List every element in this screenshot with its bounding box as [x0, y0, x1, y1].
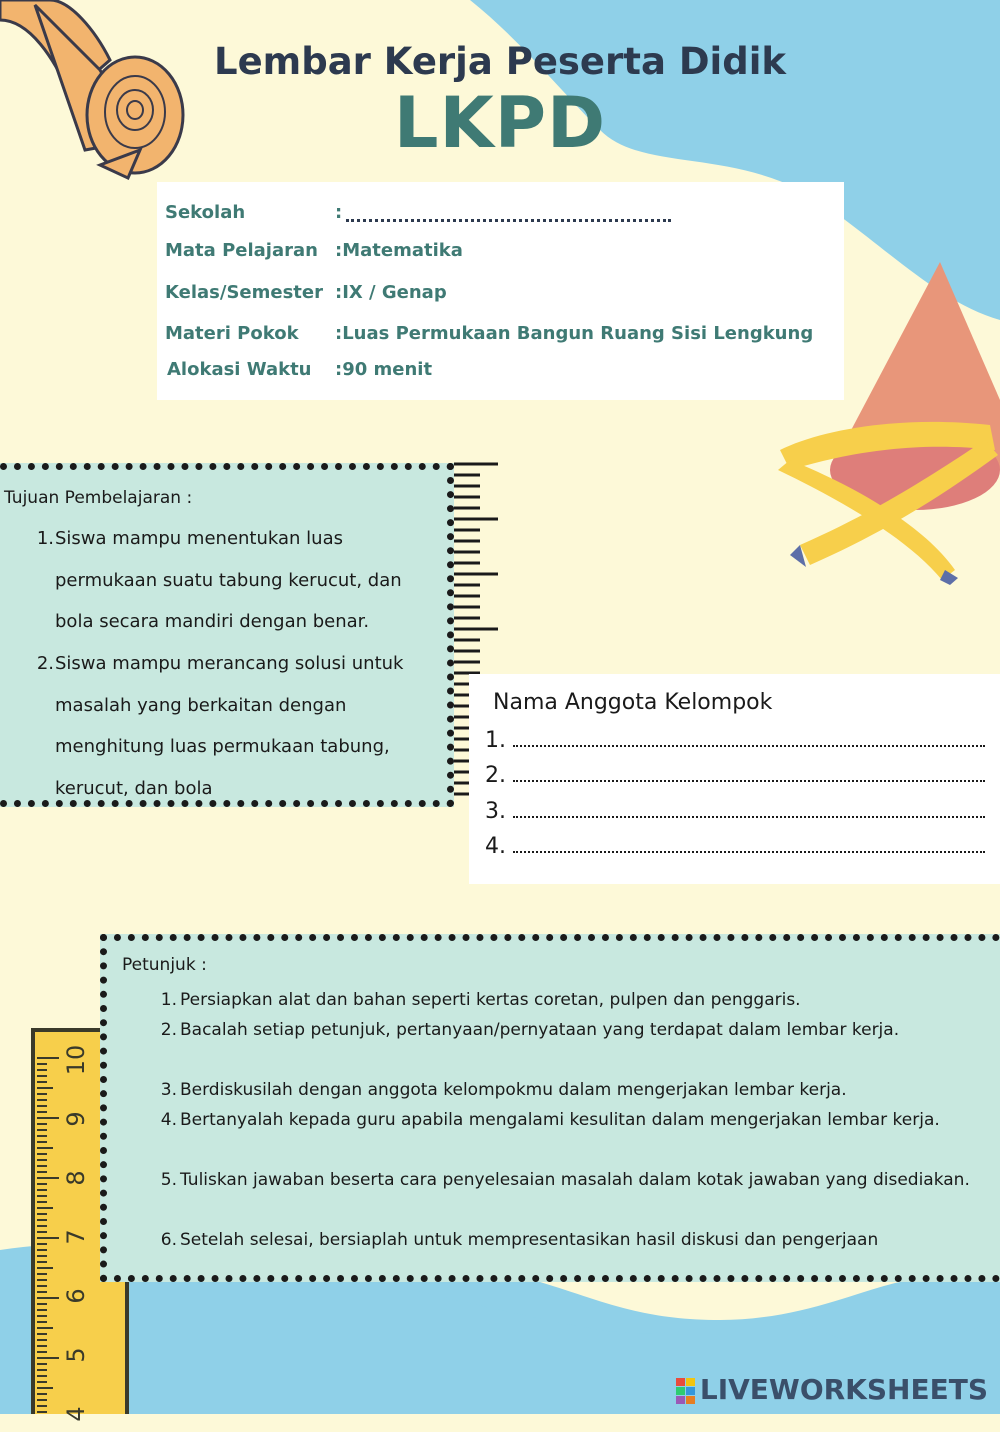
- tujuan-item-number: 1.: [36, 528, 54, 549]
- petunjuk-item-text: Berdiskusilah dengan anggota kelompokmu dalam mengerjakan lembar kerja.: [180, 1080, 847, 1100]
- petunjuk-item: [157, 1165, 992, 1195]
- info-label: Alokasi Waktu: [167, 359, 312, 380]
- info-label: Materi Pokok: [165, 323, 299, 344]
- ruler-number: 9: [62, 1111, 90, 1127]
- petunjuk-box: [100, 934, 1000, 1282]
- info-label: Mata Pelajaran: [165, 240, 318, 261]
- petunjuk-heading: Petunjuk :: [122, 955, 207, 975]
- petunjuk-item-number: 5.: [160, 1170, 177, 1190]
- tape-measure-cross-icon: [778, 422, 998, 585]
- tujuan-heading: Tujuan Pembelajaran :: [4, 488, 193, 508]
- petunjuk-item-number: 1.: [160, 990, 177, 1010]
- petunjuk-item: [157, 985, 992, 1015]
- kelompok-line: [485, 763, 985, 788]
- ruler-number: 6: [62, 1288, 90, 1304]
- kelompok-line: [485, 834, 985, 859]
- liveworksheets-text: LIVEWORKSHEETS: [699, 1373, 988, 1406]
- info-row-materi: Materi Pokok :Luas Permukaan Bangun Ruang Sisi Lengkung: [165, 323, 814, 344]
- kelompok-name-input[interactable]: [513, 745, 985, 747]
- kelompok-name-input[interactable]: [513, 780, 985, 782]
- kelompok-number: 1.: [485, 728, 506, 753]
- petunjuk-item-number: 3.: [160, 1080, 177, 1100]
- tujuan-item-text: Siswa mampu menentukan luas permukaan suatu tabung kerucut, dan bola secara mandiri dengan benar.: [55, 528, 402, 632]
- petunjuk-item: [157, 1225, 992, 1255]
- info-value: Luas Permukaan Bangun Ruang Sisi Lengkung: [342, 323, 814, 344]
- tujuan-item-text: Siswa mampu merancang solusi untuk masalah yang berkaitan dengan menghitung luas permukaan tabung, kerucut, dan bola: [55, 653, 404, 799]
- ruler-number: 10: [62, 1044, 90, 1076]
- kelompok-name-input[interactable]: [513, 851, 985, 853]
- petunjuk-item-number: 6.: [160, 1230, 177, 1250]
- info-value: 90 menit: [342, 359, 433, 380]
- info-value: Matematika: [342, 240, 463, 261]
- liveworksheets-logo[interactable]: [676, 1373, 988, 1406]
- petunjuk-item-text: Bertanyalah kepada guru apabila mengalami kesulitan dalam mengerjakan lembar kerja.: [180, 1110, 940, 1130]
- ruler-number: 4: [62, 1406, 90, 1422]
- ruler-number: 8: [62, 1170, 90, 1186]
- petunjuk-item-text: Setelah selesai, bersiaplah untuk mempresentasikan hasil diskusi dan pengerjaan: [180, 1230, 879, 1250]
- tujuan-box: [0, 463, 454, 807]
- page-title: Lembar Kerja Peserta Didik: [214, 40, 786, 83]
- info-row-mapel: Mata Pelajaran :Matematika: [165, 240, 463, 261]
- kelompok-number: 4.: [485, 834, 506, 859]
- petunjuk-item-text: Tuliskan jawaban beserta cara penyelesaian masalah dalam kotak jawaban yang disediakan.: [180, 1170, 970, 1190]
- tujuan-item-number: 2.: [36, 653, 54, 674]
- petunjuk-item: [157, 1075, 992, 1105]
- tujuan-item: [32, 518, 442, 643]
- info-value: IX / Genap: [342, 282, 447, 303]
- kelompok-box: [469, 674, 1000, 884]
- info-label: Sekolah: [165, 202, 246, 223]
- info-row-kelas: Kelas/Semester :IX / Genap: [165, 282, 447, 303]
- kelompok-number: 2.: [485, 763, 506, 788]
- liveworksheets-icon: [676, 1378, 696, 1404]
- petunjuk-item-number: 2.: [160, 1020, 177, 1040]
- page-subtitle: LKPD: [393, 82, 607, 164]
- kelompok-heading: Nama Anggota Kelompok: [493, 690, 773, 715]
- kelompok-name-input[interactable]: [513, 816, 985, 818]
- info-row-alokasi: Alokasi Waktu :90 menit: [167, 359, 433, 380]
- ruler-number: 7: [62, 1229, 90, 1245]
- petunjuk-item: [157, 1015, 992, 1045]
- sekolah-input[interactable]: [346, 205, 671, 222]
- info-row-sekolah: Sekolah :: [165, 202, 671, 223]
- tujuan-item: [32, 643, 442, 809]
- kelompok-number: 3.: [485, 799, 506, 824]
- info-label: Kelas/Semester: [165, 282, 323, 303]
- petunjuk-item-number: 4.: [160, 1110, 177, 1130]
- kelompok-line: [485, 728, 985, 753]
- petunjuk-item: [157, 1105, 992, 1135]
- petunjuk-item-text: Bacalah setiap petunjuk, pertanyaan/pernyataan yang terdapat dalam lembar kerja.: [180, 1020, 900, 1040]
- petunjuk-item-text: Persiapkan alat dan bahan seperti kertas coretan, pulpen dan penggaris.: [180, 990, 801, 1010]
- info-box: [157, 182, 844, 400]
- kelompok-line: [485, 799, 985, 824]
- ruler-number: 5: [62, 1347, 90, 1363]
